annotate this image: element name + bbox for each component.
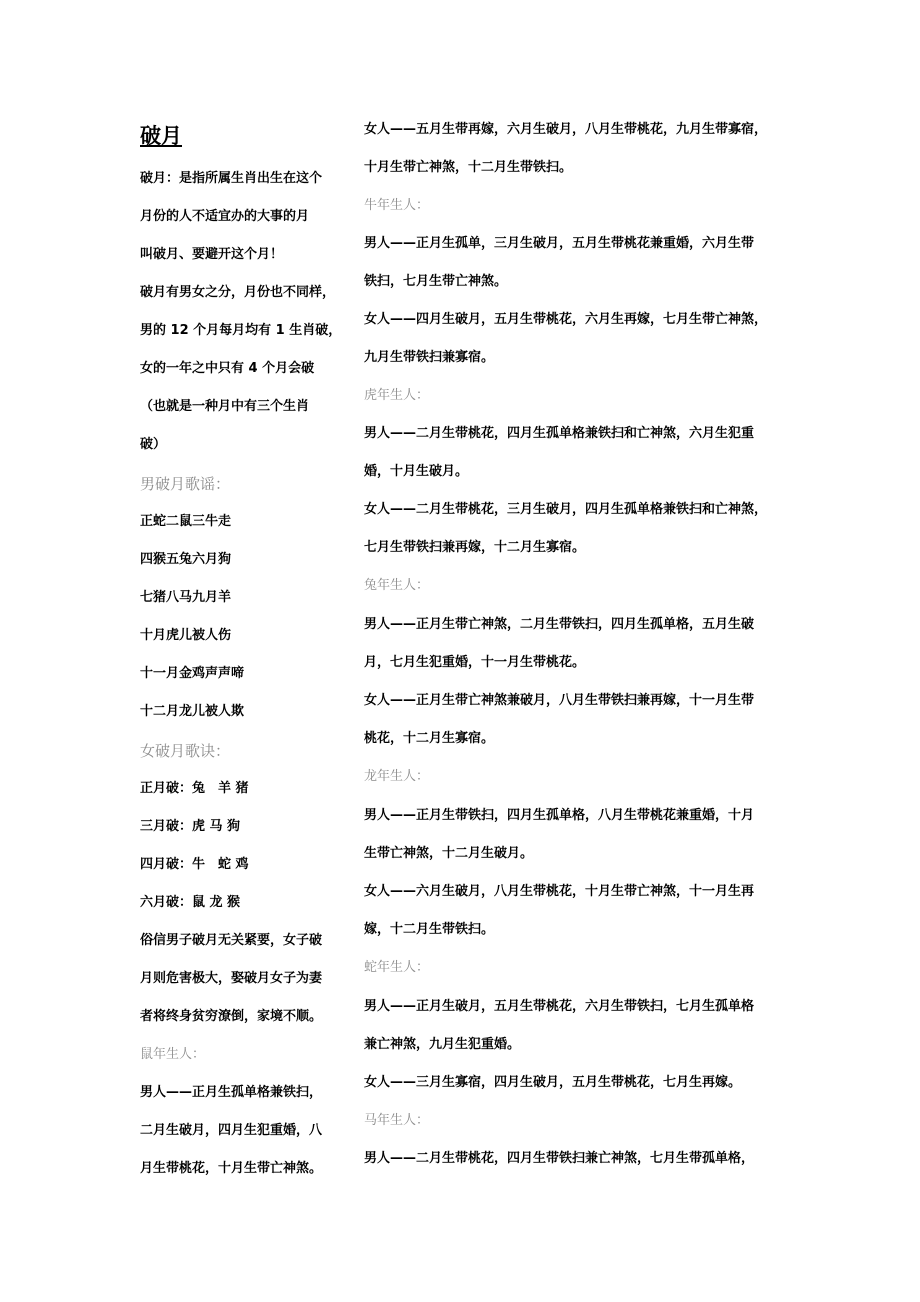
snake-male-line: 兼亡神煞，九月生犯重婚。 xyxy=(364,1037,521,1052)
ox-male-line: 铁扫，七月生带亡神煞。 xyxy=(364,274,508,289)
snake-male-line: 男人——正月生破月，五月生带桃花，六月生带铁扫，七月生孤单格 xyxy=(364,999,755,1014)
intro-line: 叫破月、要避开这个月！ xyxy=(140,247,284,262)
dragon-male-line: 生带亡神煞，十二月生破月。 xyxy=(364,846,534,861)
rabbit-female-line: 女人——正月生带亡神煞兼破月，八月生带铁扫兼再嫁，十一月生带 xyxy=(364,693,755,708)
rabbit-male-line: 月，七月生犯重婚，十一月生带桃花。 xyxy=(364,655,586,670)
snake-female-line: 女人——三月生寡宿，四月生破月，五月生带桃花，七月生再嫁。 xyxy=(364,1075,742,1090)
dragon-female-line: 嫁，十二月生带铁扫。 xyxy=(364,922,495,937)
tiger-female-line: 七月生带铁扫兼再嫁，十二月生寡宿。 xyxy=(364,540,586,555)
rat-male-line: 月生带桃花，十月生带亡神煞。 xyxy=(140,1161,323,1176)
rat-year-heading: 鼠年生人： xyxy=(140,1047,206,1062)
rat-male-line: 男人——正月生孤单格兼铁扫， xyxy=(140,1085,323,1100)
intro-line: 男的 12 个月每月均有 1 生肖破， xyxy=(140,323,342,338)
intro-line: 破月：是指所属生肖出生在这个 xyxy=(140,171,323,186)
belief-line: 俗信男子破月无关紧要，女子破 xyxy=(140,933,323,948)
rabbit-year-heading: 兔年生人： xyxy=(364,578,430,593)
female-song-line: 六月破：鼠 龙 猴 xyxy=(140,895,241,910)
horse-year-heading: 马年生人： xyxy=(364,1113,430,1128)
male-song-line: 十一月金鸡声声啼 xyxy=(140,666,245,681)
intro-line: 月份的人不适宜办的大事的月 xyxy=(140,209,310,224)
ox-female-line: 女人——四月生破月，五月生带桃花，六月生再嫁，七月生带亡神煞， xyxy=(364,312,768,327)
ox-male-line: 男人——正月生孤单，三月生破月，五月生带桃花兼重婚，六月生带 xyxy=(364,236,755,251)
intro-line: （也就是一种月中有三个生肖 xyxy=(140,399,310,414)
dragon-female-line: 女人——六月生破月，八月生带桃花，十月生带亡神煞，十一月生再 xyxy=(364,884,755,899)
male-song-line: 正蛇二鼠三牛走 xyxy=(140,514,232,529)
rat-female-line: 十月生带亡神煞，十二月生带铁扫。 xyxy=(364,160,573,175)
female-song-line: 三月破：虎 马 狗 xyxy=(140,819,241,834)
female-song-line: 正月破：兔 羊 猪 xyxy=(140,781,249,796)
male-song-line: 四猴五兔六月狗 xyxy=(140,552,232,567)
rabbit-male-line: 男人——正月生带亡神煞，二月生带铁扫，四月生孤单格，五月生破 xyxy=(364,617,755,632)
intro-line: 破月有男女之分，月份也不同样， xyxy=(140,285,336,300)
ox-female-line: 九月生带铁扫兼寡宿。 xyxy=(364,350,495,365)
tiger-male-line: 男人——二月生带桃花，四月生孤单格兼铁扫和亡神煞，六月生犯重 xyxy=(364,426,755,441)
page-title: 破月 xyxy=(140,124,182,148)
intro-line: 破） xyxy=(140,437,167,452)
ox-year-heading: 牛年生人： xyxy=(364,198,430,213)
rat-male-line: 二月生破月，四月生犯重婚，八 xyxy=(140,1123,323,1138)
male-song-heading: 男破月歌谣： xyxy=(140,475,231,493)
belief-line: 月则危害极大，娶破月女子为妻 xyxy=(140,971,323,986)
dragon-male-line: 男人——正月生带铁扫，四月生孤单格，八月生带桃花兼重婚，十月 xyxy=(364,808,755,823)
horse-male-line: 男人——二月生带桃花，四月生带铁扫兼亡神煞，七月生带孤单格， xyxy=(364,1151,755,1166)
female-song-line: 四月破：牛 蛇 鸡 xyxy=(140,857,249,872)
rabbit-female-line: 桃花，十二月生寡宿。 xyxy=(364,731,495,746)
tiger-year-heading: 虎年生人： xyxy=(364,388,430,403)
snake-year-heading: 蛇年生人： xyxy=(364,960,430,975)
intro-line: 女的一年之中只有 4 个月会破 xyxy=(140,361,315,376)
rat-female-line: 女人——五月生带再嫁，六月生破月，八月生带桃花，九月生带寡宿， xyxy=(364,122,768,137)
tiger-female-line: 女人——二月生带桃花，三月生破月，四月生孤单格兼铁扫和亡神煞， xyxy=(364,502,768,517)
male-song-line: 七猪八马九月羊 xyxy=(140,590,232,605)
dragon-year-heading: 龙年生人： xyxy=(364,769,430,784)
male-song-line: 十月虎儿被人伤 xyxy=(140,628,232,643)
belief-line: 者将终身贫穷潦倒，家境不顺。 xyxy=(140,1009,323,1024)
male-song-line: 十二月龙儿被人欺 xyxy=(140,704,245,719)
tiger-male-line: 婚，十月生破月。 xyxy=(364,464,469,479)
female-song-heading: 女破月歌诀： xyxy=(140,742,231,760)
